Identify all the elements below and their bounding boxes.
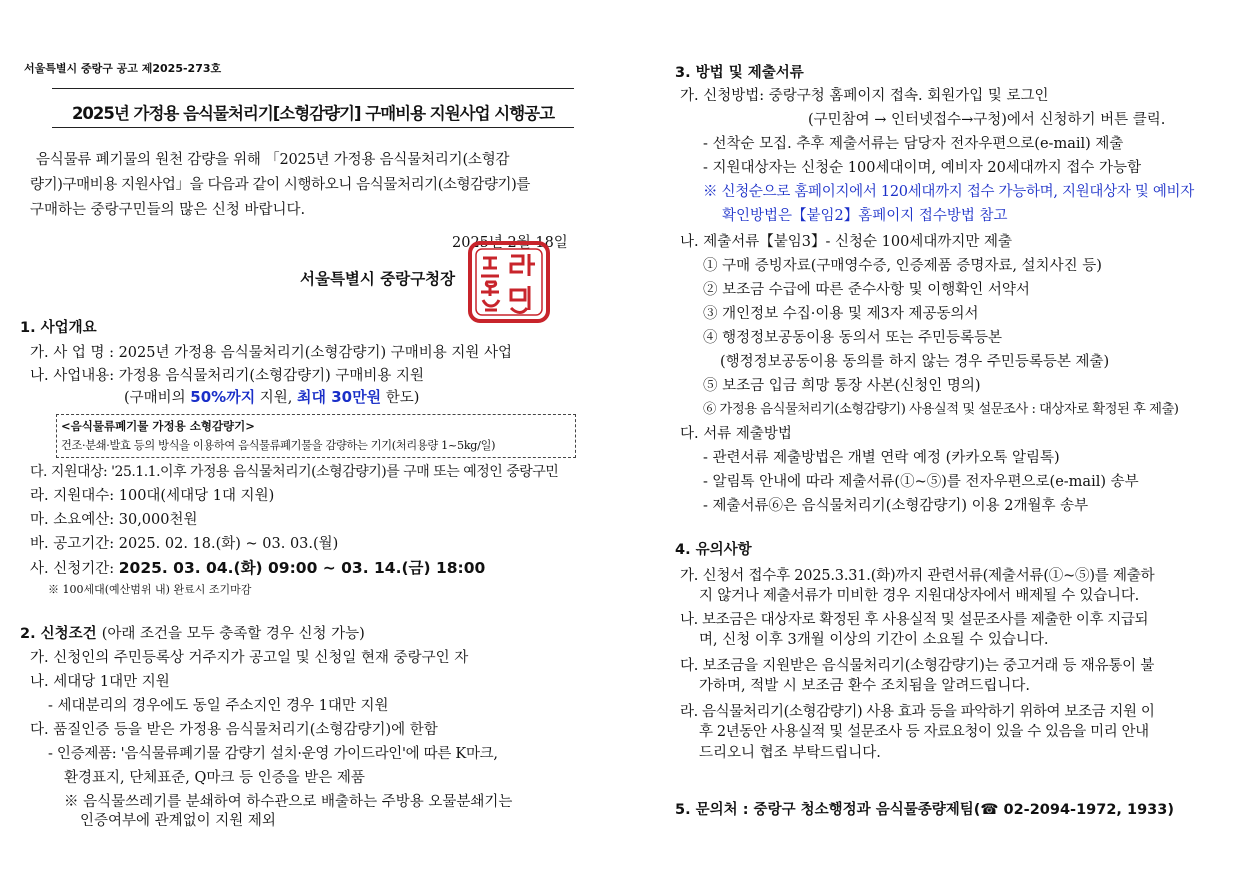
condition-line: 나. 세대당 1대만 지원 — [30, 674, 170, 690]
apply-note: ※ 100세대(예산범위 내) 완료시 조기마감 — [48, 583, 252, 596]
submit-method-line: - 알림톡 안내에 따라 제출서류(①~⑤)를 전자우편으로(e-mail) 송부 — [703, 474, 1139, 490]
notice-number: 서울특별시 중랑구 공고 제2025-273호 — [24, 62, 222, 75]
title-top-rule — [52, 88, 574, 89]
caution-line: 드리오니 협조 부탁드립니다. — [699, 745, 881, 761]
budget: 마. 소요예산: 30,000천원 — [30, 512, 198, 528]
section2-title: 2. 신청조건 — [20, 626, 97, 642]
condition-line: 인증여부에 관계없이 지원 제외 — [80, 813, 276, 829]
apply-value: 2025. 03. 04.(화) 09:00 ~ 03. 14.(금) 18:00 — [118, 559, 486, 577]
doc-item: ② 보조금 수급에 따른 준수사항 및 이행확인 서약서 — [703, 282, 1030, 298]
support-post: 한도) — [381, 390, 420, 406]
caution-line: 가. 신청서 접수후 2025.3.31.(화)까지 관련서류(제출서류(①~⑤)를 제출하 — [680, 568, 1155, 584]
section3-heading: 3. 방법 및 제출서류 — [675, 65, 804, 81]
condition-line: - 인증제품: '음식물류폐기물 감량기 설치·운영 가이드라인'에 따른 K마크, — [48, 746, 498, 762]
caution-line: 지 않거나 제출서류가 미비한 경우 지원대상자에서 배제될 수 있습니다. — [699, 588, 1140, 604]
support-mid: 지원, — [255, 390, 298, 406]
caution-line: 나. 보조금은 대상자로 확정된 후 사용실적 및 설문조사를 제출한 이후 지급되 — [680, 612, 1149, 628]
condition-line: ※ 음식물쓰레기를 분쇄하여 하수관으로 배출하는 주방용 오물분쇄기는 — [64, 794, 513, 810]
condition-line: 가. 신청인의 주민등록상 거주지가 공고일 및 신청일 현재 중랑구인 자 — [30, 650, 469, 666]
support-pre: (구매비의 — [124, 390, 191, 406]
submit-method-heading: 다. 서류 제출방법 — [680, 426, 792, 442]
section1-item: 나. 사업내용: 가정용 음식물처리기(소형감량기) 구매비용 지원 — [30, 368, 425, 384]
support-max: 최대 30만원 — [297, 388, 382, 406]
section1-heading: 1. 사업개요 — [20, 320, 97, 336]
doc-item: ⑤ 보조금 입금 희망 통장 사본(신청인 명의) — [703, 378, 981, 394]
intro-line: 음식물류 폐기물의 원천 감량을 위해 「2025년 가정용 음식물처리기(소형감 — [36, 152, 510, 168]
method-notice-blue: ※ 신청순으로 홈페이지에서 120세대까지 접수 가능하며, 지원대상자 및 예비자 — [703, 184, 1194, 200]
method-line: (구민참여 → 인터넷접수→구청)에서 신청하기 버튼 클릭. — [808, 112, 1166, 128]
caution-line: 가하며, 적발 시 보조금 환수 조치됨을 알려드립니다. — [699, 678, 1031, 694]
method-notice-blue: 확인방법은【붙임2】홈페이지 접수방법 참고 — [722, 208, 1008, 224]
apply-label: 사. 신청기간: — [30, 561, 119, 577]
condition-line: - 세대분리의 경우에도 동일 주소지인 경우 1대만 지원 — [48, 698, 389, 714]
intro-line: 구매하는 중랑구민들의 많은 신청 바랍니다. — [30, 202, 306, 218]
condition-line: 다. 품질인증 등을 받은 가정용 음식물처리기(소형감량기)에 한함 — [30, 722, 438, 738]
method-line: - 지원대상자는 신청순 100세대이며, 예비자 20세대까지 접수 가능함 — [703, 160, 1142, 176]
issuer-name: 서울특별시 중랑구청장 — [300, 270, 456, 288]
device-definition-box — [56, 414, 576, 458]
support-target: 다. 지원대상: '25.1.1.이후 가정용 음식물처리기(소형감량기)를 구매 또는 예정인 중랑구민 — [30, 464, 559, 480]
doc-item: ① 구매 증빙자료(구매영수증, 인증제품 증명자료, 설치사진 등) — [703, 258, 1102, 274]
doc-item: ④ 행정정보공동이용 동의서 또는 주민등록등본 — [703, 330, 1003, 346]
support-percent: 50%까지 — [190, 388, 256, 406]
support-count: 라. 지원대수: 100대(세대당 1대 지원) — [30, 488, 275, 504]
caution-line: 라. 음식물처리기(소형감량기) 사용 효과 등을 파악하기 위하여 보조금 지원 이 — [680, 704, 1155, 720]
section2-heading — [20, 622, 365, 643]
intro-line: 량기)구매비용 지원사업」을 다음과 같이 시행하오니 음식물처리기(소형감량기)를 — [30, 177, 530, 193]
official-seal-icon — [467, 240, 551, 324]
caution-line: 후 2년동안 사용실적 및 설문조사 등 자료요청이 있을 수 있음을 미리 안내 — [699, 724, 1149, 740]
apply-period — [30, 558, 485, 579]
submit-method-line: - 제출서류⑥은 음식물처리기(소형감량기) 이용 2개월후 송부 — [703, 498, 1089, 514]
method-line: 가. 신청방법: 중랑구청 홈페이지 접속. 회원가입 및 로그인 — [680, 88, 1049, 104]
notice-date: 2025년 2월 18일 — [452, 235, 568, 251]
caution-line: 다. 보조금을 지원받은 음식물처리기(소형감량기)는 중고거래 등 재유통이 불 — [680, 658, 1155, 674]
doc-item: ③ 개인정보 수집·이용 및 제3자 제공동의서 — [703, 306, 979, 322]
doc-item: ⑥ 가정용 음식물처리기(소형감량기) 사용실적 및 설문조사 : 대상자로 확정된 후 제출) — [703, 402, 1179, 417]
caution-line: 며, 신청 이후 3개월 이상의 기간이 소요될 수 있습니다. — [699, 632, 1049, 648]
box-title: <음식물류폐기물 가정용 소형감량기> — [61, 419, 255, 433]
support-ratio-line — [124, 387, 419, 408]
section2-note: (아래 조건을 모두 충족할 경우 신청 가능) — [101, 626, 365, 642]
section4-heading: 4. 유의사항 — [675, 542, 752, 558]
title-bottom-rule — [52, 127, 574, 128]
section1-item: 가. 사 업 명 : 2025년 가정용 음식물처리기(소형감량기) 구매비용 지원 사업 — [30, 345, 512, 361]
contact-heading: 5. 문의처 : 중랑구 청소행정과 음식물종량제팀(☎ 02-2094-1972, 1933) — [675, 802, 1174, 818]
page-title: 2025년 가정용 음식물처리기[소형감량기] 구매비용 지원사업 시행공고 — [71, 104, 555, 123]
method-line: - 선착순 모집. 추후 제출서류는 담당자 전자우편으로(e-mail) 제출 — [703, 136, 1124, 152]
submit-method-line: - 관련서류 제출방법은 개별 연락 예정 (카카오톡 알림톡) — [703, 450, 1060, 466]
doc-item: (행정정보공동이용 동의를 하지 않는 경우 주민등록등본 제출) — [720, 354, 1110, 370]
docs-heading: 나. 제출서류【붙임3】- 신청순 100세대까지만 제출 — [680, 234, 1012, 250]
notice-period: 바. 공고기간: 2025. 02. 18.(화) ~ 03. 03.(월) — [30, 536, 339, 552]
condition-line: 환경표지, 단체표준, Q마크 등 인증을 받은 제품 — [64, 770, 365, 786]
box-description: 건조·분쇄·발효 등의 방식을 이용하여 음식물류폐기물을 감량하는 기기(처리용량 1~5kg/일) — [61, 439, 496, 452]
